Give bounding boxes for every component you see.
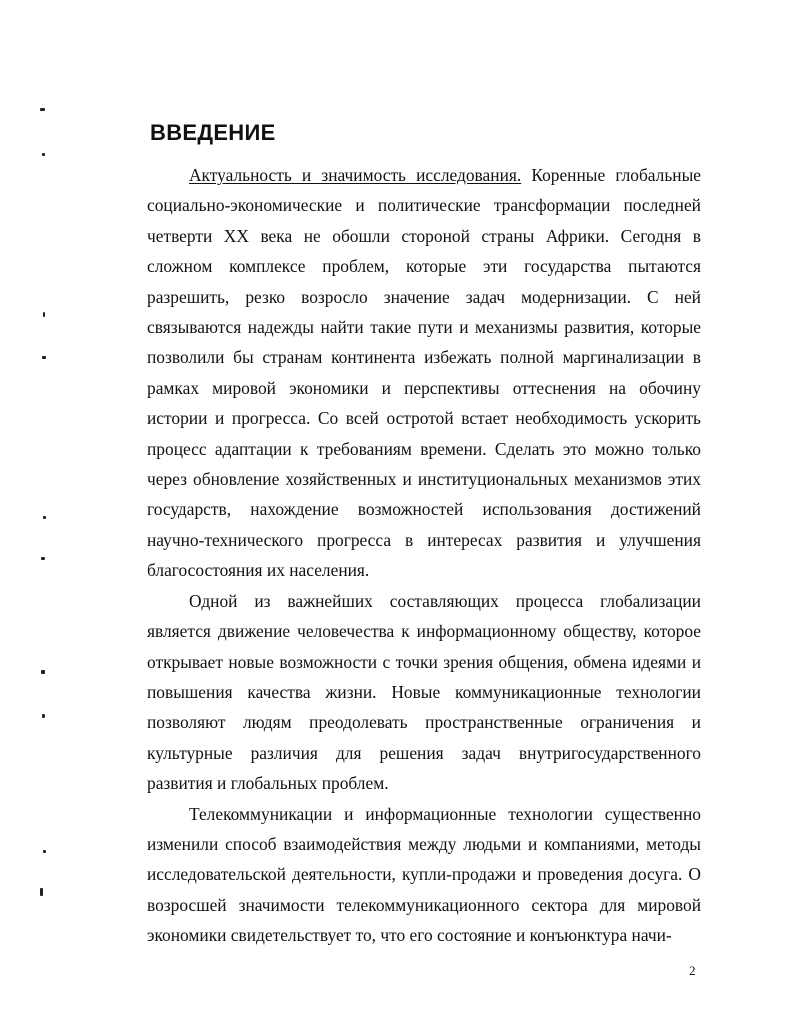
- scan-artifact: [41, 557, 45, 560]
- scan-artifact: [42, 153, 45, 156]
- scan-artifact: [40, 108, 45, 111]
- paragraph-2: Одной из важнейших составляющих процесса глобализации является движение человечества к информационному обществу, которое открывает новые возможности с точки зрения общения, обмена идеями и повышения качества жизни. Новые коммуникационные технологии позволяют людям преодолевать пространственные ограничения и культурные различия для решения задач внутригосударственного развития и глобальных проблем.: [147, 590, 701, 794]
- paragraph-3: Телекоммуникации и информационные технологии существенно изменили способ взаимодействия между людьми и компаниями, методы исследовательской деятельности, купли-продажи и проведения досуга. О возросшей значимости телекоммуникационного сектора для мировой экономики свидетельствует то, что его состояние и конъюнктура начи-: [147, 803, 701, 946]
- scan-artifact: [42, 714, 45, 718]
- scan-artifact: [40, 888, 43, 896]
- scan-artifact: [43, 516, 46, 519]
- scan-artifact: [42, 356, 46, 359]
- scan-artifact: [43, 850, 46, 853]
- page-number: 2: [689, 963, 696, 978]
- body-text: [147, 160, 701, 951]
- scan-artifact: [43, 312, 45, 317]
- paragraph-text: Коренные глобальные социально-экономические и политические трансформации последней четверти XX века не обошли стороной страны Африки. Сегодня в сложном комплексе проблем, которые эти государства пытаются разрешить, резко возросло значение задач модернизации. С ней связываются надежды найти такие пути и механизмы развития, которые позволили бы странам континента избежать полной маргинализации в рамках мировой экономики и перспективы оттеснения на обочину истории и прогресса. Со всей остротой встает необходимость ускорить процесс адаптации к требованиям времени. Сделать это можно только через обновление хозяйственных и институциональных механизмов этих государств, нахождение возможностей использования достижений научно-технического прогресса в интересах развития и улучшения благосостояния их населения.: [147, 165, 701, 581]
- paragraph-1: [147, 160, 701, 586]
- section-heading: ВВЕДЕНИЕ: [150, 120, 276, 145]
- scan-artifact: [41, 670, 45, 674]
- paragraph-lead: Актуальность и значимость исследования.: [189, 165, 522, 185]
